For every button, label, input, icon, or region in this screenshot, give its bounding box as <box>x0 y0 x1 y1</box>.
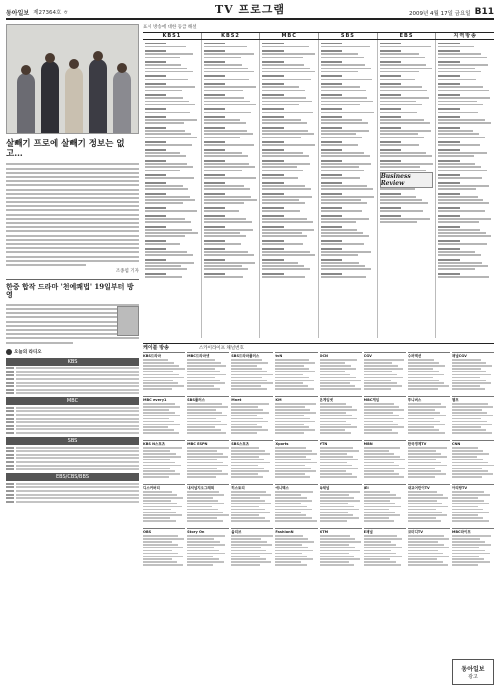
page-header <box>6 3 494 20</box>
program-slot <box>145 108 199 113</box>
program-slot <box>321 160 375 171</box>
program-slot <box>438 108 492 113</box>
program-slot <box>204 215 258 223</box>
program-slot <box>380 160 434 171</box>
program-slot <box>262 174 316 179</box>
cable-channel-name: CNN <box>451 442 461 446</box>
program-slot <box>204 226 258 237</box>
program-slot <box>204 207 258 212</box>
program-slot <box>204 182 258 190</box>
program-slot <box>204 248 258 256</box>
schedule-grid <box>143 24 494 340</box>
cable-channel-name: SBS플러스 <box>187 398 205 402</box>
cable-channel-box <box>320 440 362 482</box>
program-slot <box>438 61 492 72</box>
program-slot <box>204 141 258 146</box>
radio-section-label: 오늘의 라디오 <box>6 349 139 355</box>
cable-channel-name: Xports <box>275 442 289 446</box>
program-slot <box>321 61 375 72</box>
radio-icon <box>6 349 12 355</box>
program-slot <box>321 207 375 212</box>
radio-station-header: KBS <box>6 358 139 366</box>
program-slot <box>204 127 258 138</box>
radio-station-header: MBC <box>6 397 139 405</box>
cable-channel-box <box>320 352 362 394</box>
cable-channel-box <box>231 352 273 394</box>
program-slot <box>380 116 434 124</box>
program-slot <box>145 116 199 124</box>
radio-station-header: EBS/CBS/BBS <box>6 473 139 481</box>
program-slot <box>145 193 199 204</box>
cable-channel-name: Mnet <box>231 398 242 402</box>
person-figure <box>65 67 83 133</box>
person-head <box>117 63 127 73</box>
program-slot <box>438 43 492 48</box>
program-slot <box>262 215 316 223</box>
program-slot <box>321 141 375 146</box>
program-slot <box>321 193 375 204</box>
program-slot <box>321 182 375 190</box>
program-slot <box>438 75 492 80</box>
cable-channel-name: CGV <box>363 354 372 358</box>
channel-column <box>378 40 437 338</box>
cable-channel-name: XTM <box>319 530 329 534</box>
cable-channel-box <box>320 528 362 570</box>
channel-column <box>260 40 319 338</box>
feature-photo <box>6 24 139 134</box>
page-title: TV 프로그램 <box>214 3 286 16</box>
program-slot <box>321 174 375 179</box>
channel-header: SBS <box>319 33 378 39</box>
cable-channel-name: 디스커버리 <box>143 486 160 490</box>
cable-channel-box <box>364 440 406 482</box>
cable-channel-name: 아리랑TV <box>451 486 468 490</box>
program-slot <box>145 50 199 58</box>
program-slot <box>145 83 199 91</box>
cable-channel-name: 수퍼액션 <box>407 354 422 358</box>
cable-channel-name: 대교어린이TV <box>407 486 430 490</box>
program-slot <box>204 259 258 270</box>
cable-channel-name: KM <box>275 398 282 402</box>
cable-channel-name: 올리브 <box>231 530 242 534</box>
program-slot <box>438 94 492 105</box>
program-slot <box>262 141 316 146</box>
program-slot <box>321 226 375 237</box>
program-slot <box>204 116 258 124</box>
program-slot <box>380 50 434 58</box>
cable-channel-box <box>143 352 185 394</box>
feature-body <box>6 163 139 266</box>
cable-channel-name: SBS드라마플러스 <box>231 354 260 358</box>
person-head <box>93 51 103 61</box>
program-slot <box>262 273 316 278</box>
page-number: B11 <box>474 7 494 17</box>
channel-column <box>143 40 202 338</box>
program-slot <box>262 226 316 237</box>
cable-channel-box <box>143 528 185 570</box>
program-slot <box>204 273 258 278</box>
cable-channel-box <box>452 440 494 482</box>
cable-channel-name: 히스토리 <box>231 486 245 490</box>
program-slot <box>204 94 258 105</box>
cable-channel-name: MBC every1 <box>143 398 167 402</box>
cable-channel-name: OCN <box>319 354 328 358</box>
program-slot <box>321 75 375 80</box>
program-slot <box>438 207 492 212</box>
cable-channel-box <box>452 484 494 526</box>
cable-channel-name: tvN <box>275 354 283 358</box>
channel-column <box>436 40 494 338</box>
program-slot <box>145 207 199 212</box>
program-slot <box>145 259 199 270</box>
program-slot <box>438 193 492 204</box>
cable-channel-box <box>320 396 362 438</box>
channel-header: EBS <box>378 33 437 39</box>
program-slot <box>438 226 492 237</box>
program-slot <box>145 226 199 237</box>
channel-header: 지역방송 <box>453 33 477 39</box>
program-slot <box>145 127 199 138</box>
channel-header: KBS2 <box>202 33 261 39</box>
issue-number: 제27364호 ㅎ <box>33 10 69 16</box>
program-slot <box>438 83 492 91</box>
program-slot <box>262 75 316 80</box>
cable-channel-box <box>275 440 317 482</box>
program-slot <box>262 61 316 72</box>
cable-channel-box <box>275 396 317 438</box>
program-slot <box>438 50 492 58</box>
program-slot <box>438 127 492 138</box>
cable-channel-grid <box>143 352 494 570</box>
ad-banner: Business Review <box>380 172 434 188</box>
program-slot <box>262 182 316 190</box>
feature-headline: 살빼기 프로에 살빼기 정보는 없고… <box>6 139 125 160</box>
program-slot <box>262 83 316 91</box>
radio-list <box>6 367 139 394</box>
cable-channel-box <box>187 484 229 526</box>
program-slot <box>321 108 375 113</box>
program-slot <box>145 75 199 80</box>
feature-byline: 조종엽 기자 <box>115 269 139 275</box>
cable-channel-box <box>452 396 494 438</box>
program-slot <box>204 174 258 179</box>
cable-listings <box>143 343 494 685</box>
program-slot <box>380 83 434 91</box>
program-slot <box>438 240 492 245</box>
program-slot <box>145 215 199 223</box>
program-slot <box>321 127 375 138</box>
cable-channel-name: 코미디TV <box>407 530 423 534</box>
cable-title-bar: 케이블 방송 스카이라이프 채널번호 <box>143 343 494 351</box>
divider <box>6 279 139 280</box>
cable-channel-name: MBC게임 <box>363 398 380 402</box>
person-head <box>21 65 31 75</box>
program-slot <box>262 127 316 138</box>
cable-channel-name: 한국경제TV <box>407 442 427 446</box>
program-slot <box>321 259 375 270</box>
secondary-photo <box>117 306 139 336</box>
cable-channel-box <box>187 528 229 570</box>
cable-channel-box <box>408 528 450 570</box>
paper-name: 동아일보 <box>6 10 30 17</box>
program-slot <box>204 43 258 48</box>
cable-channel-name: MBC라이프 <box>451 530 471 534</box>
program-slot <box>262 259 316 270</box>
program-slot <box>380 149 434 157</box>
program-slot <box>438 259 492 270</box>
advertiser-logo: 동아일보 광고 <box>452 659 494 685</box>
program-slot <box>321 116 375 124</box>
cable-channel-name: SBS스포츠 <box>231 442 250 446</box>
program-slot <box>438 116 492 124</box>
program-slot <box>262 240 316 245</box>
cable-channel-box <box>452 528 494 570</box>
channel-column <box>319 40 378 338</box>
cable-channel-name: KBS드라마 <box>143 354 162 358</box>
person-figure <box>89 59 107 133</box>
program-slot <box>321 94 375 105</box>
program-slot <box>380 61 434 72</box>
person-head <box>69 59 79 69</box>
program-slot <box>262 193 316 204</box>
person-head <box>45 53 55 63</box>
program-slot <box>262 160 316 171</box>
schedule-columns <box>143 40 494 338</box>
cable-channel-box <box>231 440 273 482</box>
program-slot <box>321 149 375 157</box>
program-slot <box>438 182 492 190</box>
page-meta <box>409 7 494 18</box>
program-slot <box>145 182 199 190</box>
radio-list <box>6 407 139 434</box>
program-slot <box>262 248 316 256</box>
cable-channel-name: MBN <box>363 442 373 446</box>
person-figure <box>41 61 59 133</box>
cable-channel-box <box>364 352 406 394</box>
program-slot <box>438 273 492 278</box>
program-slot <box>262 43 316 48</box>
program-slot <box>380 207 434 212</box>
program-slot <box>380 94 434 105</box>
person-figure <box>113 71 131 133</box>
program-slot <box>262 116 316 124</box>
radio-list <box>6 447 139 471</box>
channel-header-row <box>143 32 494 40</box>
program-slot <box>438 160 492 171</box>
cable-channel-name: 애니맥스 <box>275 486 289 490</box>
program-slot <box>145 141 199 146</box>
cable-channel-name: MBC드라마넷 <box>187 354 210 358</box>
cable-channel-box <box>187 440 229 482</box>
cable-channel-box <box>320 484 362 526</box>
cable-channel-box <box>187 352 229 394</box>
cable-channel-box <box>231 484 273 526</box>
cable-channel-name: 투니버스 <box>407 398 422 402</box>
cable-channel-name: MBC ESPN <box>187 442 208 446</box>
cable-channel-box <box>231 528 273 570</box>
secondary-headline: 한중 합작 드라마 '천예쾌법' 19일부터 방영 <box>6 282 134 300</box>
cable-channel-name: OBS <box>143 530 152 534</box>
channel-column <box>202 40 261 338</box>
cable-channel-name: YTN <box>319 442 328 446</box>
cable-channel-box <box>408 440 450 482</box>
channel-header: MBC <box>260 33 319 39</box>
masthead <box>6 8 68 18</box>
program-slot <box>204 108 258 113</box>
cable-channel-name: KBS N스포츠 <box>143 442 166 446</box>
program-slot <box>438 174 492 179</box>
program-slot <box>204 61 258 72</box>
cable-channel-box <box>187 396 229 438</box>
program-slot <box>204 75 258 80</box>
cable-channel-box <box>275 528 317 570</box>
radio-station-header: SBS <box>6 437 139 445</box>
program-slot <box>145 248 199 256</box>
cable-channel-name: 챔프 <box>451 398 459 402</box>
cable-channel-name: E채널 <box>363 530 373 534</box>
cable-channel-box <box>143 484 185 526</box>
cable-channel-name: FashionN <box>275 530 294 534</box>
person-figure <box>17 73 35 133</box>
program-slot <box>438 149 492 157</box>
cable-channel-box <box>275 352 317 394</box>
program-slot <box>321 50 375 58</box>
program-slot <box>145 240 199 245</box>
program-slot <box>321 43 375 48</box>
program-slot <box>145 160 199 171</box>
secondary-body <box>6 304 139 344</box>
program-slot <box>380 193 434 204</box>
program-slot <box>321 83 375 91</box>
program-slot <box>145 174 199 179</box>
cable-channel-box <box>143 396 185 438</box>
program-slot <box>262 50 316 58</box>
cable-channel-name: Story On <box>187 530 205 534</box>
program-slot <box>380 43 434 48</box>
cable-channel-box <box>408 396 450 438</box>
program-slot <box>262 149 316 157</box>
program-slot <box>204 193 258 204</box>
publish-date: 2009년 4월 17일 금요일 <box>408 11 471 17</box>
cable-channel-name: 내셔널지오그래픽 <box>187 486 215 490</box>
cable-channel-name: JEI <box>363 486 369 490</box>
cable-channel-name: Q채널 <box>319 486 330 490</box>
program-slot <box>145 94 199 105</box>
program-slot <box>380 215 434 223</box>
program-slot <box>262 94 316 105</box>
cable-channel-box <box>408 484 450 526</box>
program-slot <box>145 43 199 48</box>
program-slot <box>321 215 375 223</box>
program-slot <box>438 215 492 223</box>
cable-channel-box <box>364 396 406 438</box>
cable-channel-box <box>452 352 494 394</box>
program-slot <box>321 273 375 278</box>
program-slot <box>204 160 258 171</box>
cable-channel-box <box>143 440 185 482</box>
program-slot <box>145 149 199 157</box>
program-slot <box>204 83 258 91</box>
program-slot <box>438 141 492 146</box>
program-slot <box>380 141 434 146</box>
cable-channel-box <box>231 396 273 438</box>
cable-channel-name: 온게임넷 <box>319 398 334 402</box>
program-slot <box>204 149 258 157</box>
program-slot <box>438 248 492 256</box>
cable-channel-box <box>364 484 406 526</box>
program-slot <box>262 108 316 113</box>
program-slot <box>321 240 375 245</box>
program-slot <box>204 50 258 58</box>
program-slot <box>380 127 434 138</box>
program-slot <box>145 61 199 72</box>
radio-list <box>6 483 139 503</box>
cable-channel-box <box>364 528 406 570</box>
schedule-legend: 표시 방송에 대한 등급 해설 <box>143 25 197 30</box>
program-slot <box>380 75 434 80</box>
cable-channel-box <box>275 484 317 526</box>
feature-column <box>6 24 139 685</box>
program-slot <box>380 108 434 113</box>
program-slot <box>204 240 258 245</box>
program-slot <box>321 248 375 256</box>
cable-channel-name: 채널CGV <box>451 354 467 358</box>
program-slot <box>145 273 199 278</box>
channel-header: KBS1 <box>143 33 202 39</box>
program-slot <box>262 207 316 212</box>
cable-channel-box <box>408 352 450 394</box>
